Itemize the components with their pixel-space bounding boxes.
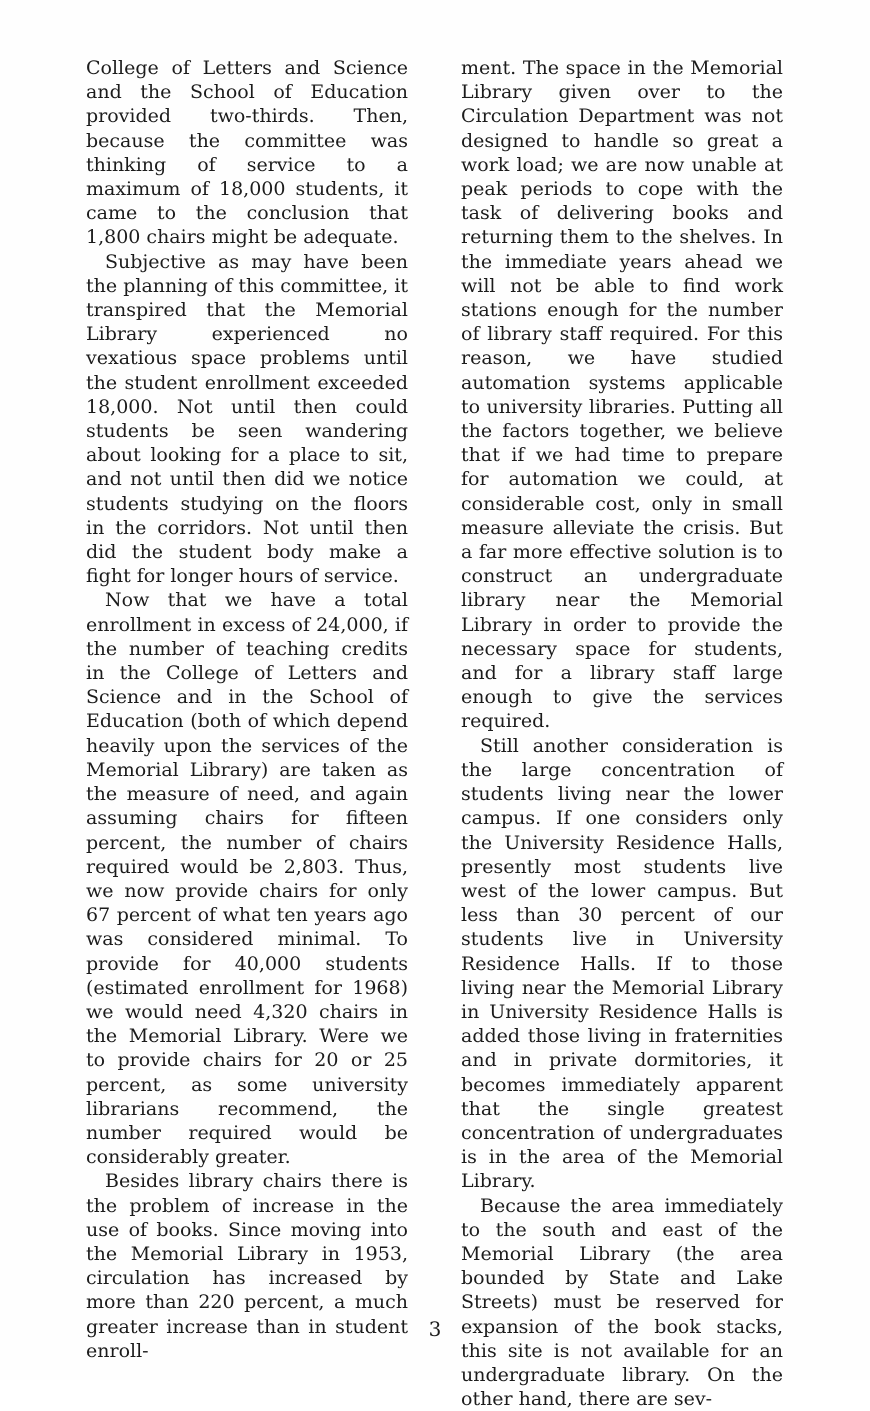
paragraph-circulation-department: ment. The space in the Memorial Library given over to the Circulation Department was not designed to handle so great a work load; we are now unable at peak periods to cope with the task of delivering books and returning them to the shelves. In the immediate years ahead we will not be able to find work stations enough for the number of library staff required. For this reason, we have studied automation systems applicable to university libraries. Putting all the factors together, we believe that if we had time to prepare for automation we could, at considerable cost, only in small measure alleviate the crisis. But a far more effective solution is to construct an undergraduate library near the Memorial Library in order to provide the necessary space for students, and for a library staff large enough to give the services required.	[461, 57, 783, 733]
paragraph-student-concentration: Still another consideration is the large concentration of students living near the lower campus. If one considers only the University Residence Halls, presently most students live west of the lower campus. But less than 30 percent of our students live in University Residence Halls. If to those living near the Memorial Library in University Residence Halls is added those living in fraternities and in private dormitories, it becomes immediately apparent that the single greatest concentration of undergraduates is in the area of the Memorial Library.	[461, 734, 783, 1193]
paragraph-site-availability: Because the area immediately to the south and east of the Memorial Library (the area bounded by State and Lake Streets) must be reserved for expansion of the book stacks, this site is not available for an undergraduate library. On the other hand, there are sev-	[461, 1194, 783, 1411]
paragraph-committee-planning: Subjective as may have been the planning of this committee, it transpired that the Memorial Library experienced no vexatious space problems until the student enrollment exceeded 18,000. Not until then could students be seen wandering about looking for a place to sit, and not until then did we notice students studying on the floors in the corridors. Not until then did the student body make a fight for longer hours of service.	[86, 250, 408, 588]
left-text-column	[86, 56, 408, 1363]
paragraph-book-circulation: Besides library chairs there is the problem of increase in the use of books. Since moving into the Memorial Library in 1953, circulation has increased by more than 220 percent, a much greater increase than in student enroll-	[86, 1170, 408, 1362]
paragraph-current-enrollment: Now that we have a total enrollment in excess of 24,000, if the number of teaching credits in the College of Letters and Science and in the School of Education (both of which depend heavily upon the services of the Memorial Library) are taken as the measure of need, and again assuming chairs for fifteen percent, the number of chairs required would be 2,803. Thus, we now provide chairs for only 67 percent of what ten years ago was considered minimal. To provide for 40,000 students (estimated enrollment for 1968) we would need 4,320 chairs in the Memorial Library. Were we to provide chairs for 20 or 25 percent, as some university librarians recommend, the number required would be considerably greater.	[86, 589, 408, 1169]
right-text-column	[461, 56, 783, 1411]
page-number: 3	[428, 1317, 442, 1341]
paragraph-continuation: College of Letters and Science and the School of Education provided two-thirds. Then, because the committee was thinking of service to a maximum of 18,000 students, it came to the conclusion that 1,800 chairs might be adequate.	[86, 57, 408, 249]
